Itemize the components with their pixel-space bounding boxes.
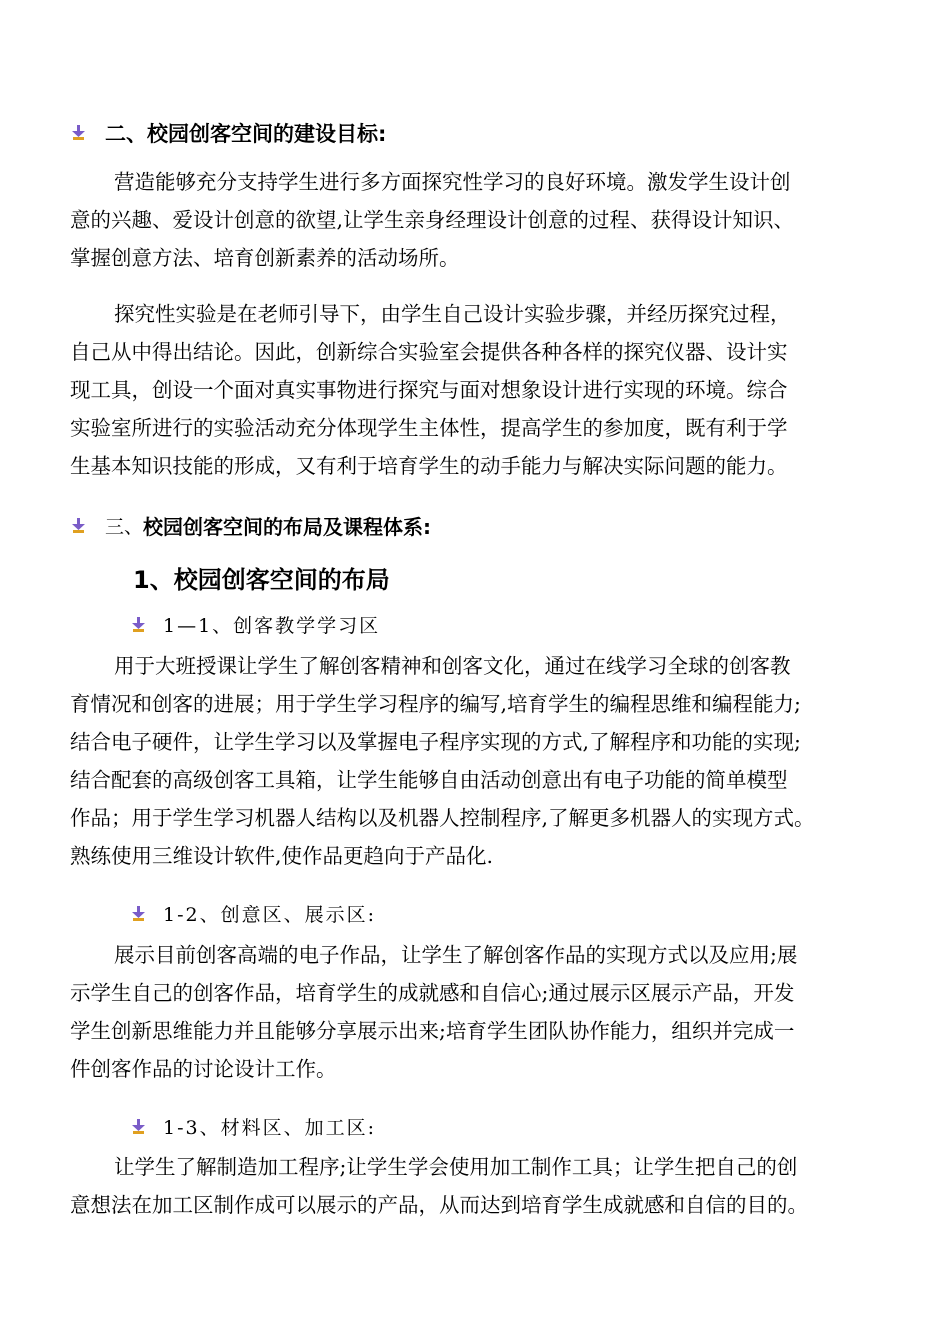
arrow-bullet-icon <box>72 518 85 534</box>
paragraph-line: 用于大班授课让学生了解创客精神和创客文化，通过在线学习全球的创客教 <box>114 654 791 678</box>
section3-prefix: 三、 <box>105 516 144 538</box>
area1-label: 1—1、创客教学学习区 <box>163 615 381 637</box>
paragraph-line: 探究性实验是在老师引导下，由学生自己设计实验步骤，并经历探究过程， <box>114 302 791 326</box>
paragraph-line: 作品；用于学生学习机器人结构以及机器人控制程序,了解更多机器人的实现方式。 <box>70 806 815 830</box>
section2-heading <box>72 118 386 148</box>
area3-label: 1-3、材料区、加工区: <box>163 1117 376 1139</box>
paragraph-line: 件创客作品的讨论设计工作。 <box>70 1057 337 1081</box>
paragraph-line: 现工具，创设一个面对真实事物进行探究与面对想象设计进行实现的环境。综合 <box>70 378 788 402</box>
paragraph-line: 营造能够充分支持学生进行多方面探究性学习的良好环境。激发学生设计创 <box>114 170 791 194</box>
section2-paragraph-2 <box>70 295 880 485</box>
area3-paragraph <box>70 1148 880 1224</box>
paragraph-line: 意的兴趣、爱设计创意的欲望,让学生亲身经理设计创意的过程、获得设计知识、 <box>70 208 795 232</box>
subsection1-title: 1、校园创客空间的布局 <box>133 566 390 594</box>
paragraph-line: 育情况和创客的进展；用于学生学习程序的编写,培育学生的编程思维和编程能力; <box>70 692 801 716</box>
area1-paragraph <box>70 647 880 875</box>
paragraph-line: 掌握创意方法、培育创新素养的活动场所。 <box>70 246 460 270</box>
section3-heading <box>72 511 431 540</box>
paragraph-line: 自己从中得出结论。因此，创新综合实验室会提供各种各样的探究仪器、设计实 <box>70 340 788 364</box>
paragraph-line: 示学生自己的创客作品，培育学生的成就感和自信心;通过展示区展示产品，开发 <box>70 981 795 1005</box>
arrow-bullet-icon <box>132 906 145 922</box>
paragraph-line: 学生创新思维能力并且能够分享展示出来;培育学生团队协作能力，组织并完成一 <box>70 1019 795 1043</box>
arrow-bullet-icon <box>72 125 85 141</box>
paragraph-line: 生基本知识技能的形成，又有利于培育学生的动手能力与解决实际问题的能力。 <box>70 454 788 478</box>
paragraph-line: 让学生了解制造加工程序;让学生学会使用加工制作工具；让学生把自己的创 <box>114 1155 798 1179</box>
section2-paragraph-1 <box>70 163 880 277</box>
section3-title: 校园创客空间的布局及课程体系: <box>143 515 432 539</box>
area1-heading <box>132 611 380 638</box>
subsection1-heading <box>133 560 390 595</box>
arrow-bullet-icon <box>132 617 145 633</box>
paragraph-line: 结合配套的高级创客工具箱，让学生能够自由活动创意出有电子功能的简单模型 <box>70 768 788 792</box>
section2-title: 二、校园创客空间的建设目标: <box>105 122 387 146</box>
paragraph-line: 熟练使用三维设计软件,使作品更趋向于产品化. <box>70 844 494 868</box>
paragraph-line: 结合电子硬件，让学生学习以及掌握电子程序实现的方式,了解程序和功能的实现; <box>70 730 801 754</box>
area2-heading <box>132 900 376 927</box>
area3-heading <box>132 1113 376 1140</box>
paragraph-line: 实验室所进行的实验活动充分体现学生主体性，提高学生的参加度，既有利于学 <box>70 416 788 440</box>
area2-paragraph <box>70 936 880 1088</box>
arrow-bullet-icon <box>132 1119 145 1135</box>
paragraph-line: 展示目前创客高端的电子作品，让学生了解创客作品的实现方式以及应用;展 <box>114 943 798 967</box>
area2-label: 1-2、创意区、展示区: <box>163 904 376 926</box>
paragraph-line: 意想法在加工区制作成可以展示的产品，从而达到培育学生成就感和自信的目的。 <box>70 1193 808 1217</box>
